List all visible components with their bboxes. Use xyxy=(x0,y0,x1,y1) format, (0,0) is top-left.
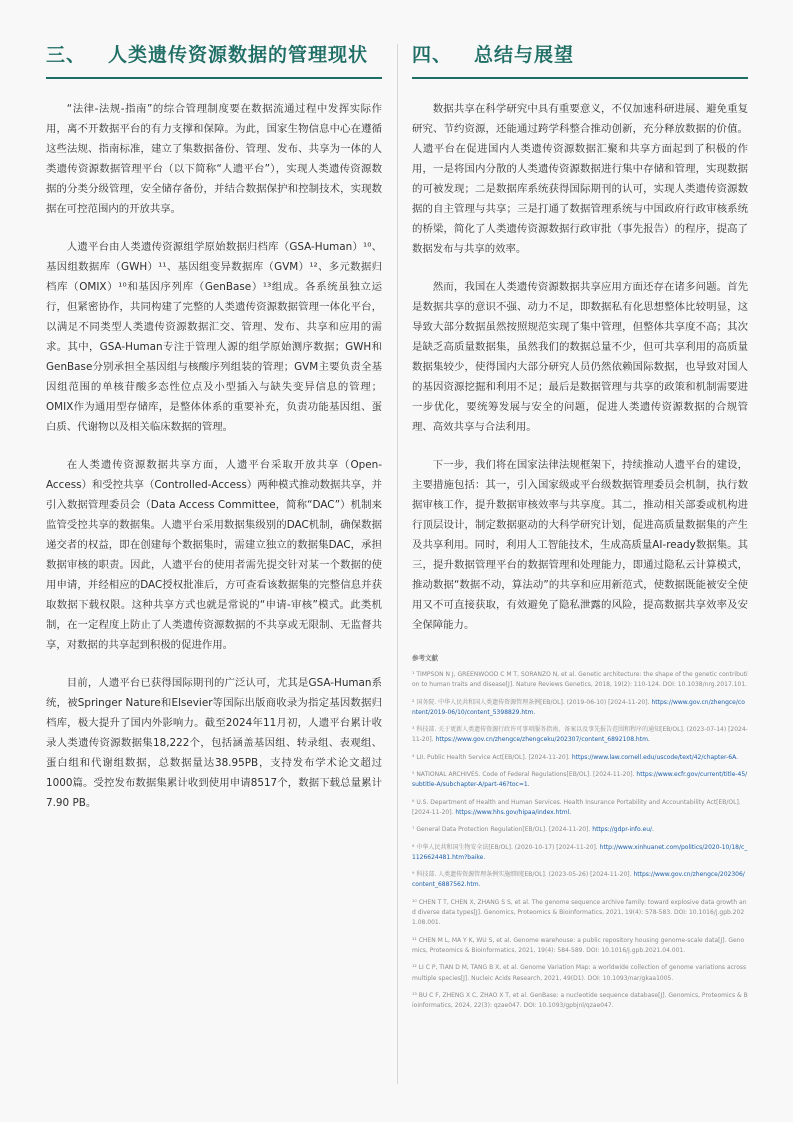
reference-link[interactable]: https://www.ecfr.gov/current/title-45/subtitle-A/subchapter-A/part-46?toc=1. xyxy=(412,771,748,789)
reference-item: ¹¹ CHEN M L, MA Y K, WU S, et al. Genome warehouse: a public repository housing genome-scale data[J]. Genomics, Proteomics & Bioinformatics, 2021, 19(4): 584-589. DOI: 10.1016/j.gpb.2021.04.001. xyxy=(412,936,745,954)
reference-item: ¹⁰ CHEN T T, CHEN X, ZHANG S S, et al. The genome sequence archive family: toward explosive data growth and diverse data types[J]. Genomics, Proteomics & Bioinformatics, 2021, 19(4): 578-583. DOI: 10.1016/j.gpb.2021.08.001. xyxy=(412,898,747,927)
reference-item: ¹ TIMPSON N J, GREENWOOD C M T, SORANZO N, et al. Genetic architecture: the shape of the genetic contribution to human traits and disease[J]. Nature Reviews Genetics, 2018, 19(2): 110-124. DOI: 10.1038/nrg.2017.101. xyxy=(412,671,748,689)
left-column xyxy=(46,40,382,831)
reference-item: ⁸ 中华人民共和国生物安全法[EB/OL]. (2020-10-17) [2024-11-20]. http://www.xinhuanet.com/politics/2020-10/18/c_1126624481.htm?baike. xyxy=(412,843,748,861)
section-3-heading xyxy=(46,40,382,79)
reference-item: ⁵ NATIONAL ARCHIVES. Code of Federal Regulations[EB/OL]. [2024-11-20]. https://www.ecfr.gov/current/title-45/subtitle-A/subchapter-A/part-46?toc=1. xyxy=(412,771,748,789)
reference-link[interactable]: https://gdpr-info.eu/. xyxy=(592,826,654,834)
section-3-paragraph-2: 人遗平台由人类遗传资源组学原始数据归档库（GSA-Human）¹⁰、基因组数据库（GWH）¹¹、基因组变异数据库（GVM）¹²、多元数据归档库（OMIX）¹⁰和基因序列库（GenBase）¹³组成。各系统虽独立运行，但紧密协作，共同构建了完整的人类遗传资源数据管理一体化平台，以满足不同类型人类遗传资源数据汇交、管理、发布、共享和应用的需求。其中，GSA-Human专注于管理人源的组学原始测序数据；GWH和GenBase分别承担全基因组与核酸序列组装的管理；GVM主要负责全基因组范围的单核苷酸多态性位点及小型插入与缺失变异信息的管理；OMIX作为通用型存储库，是整体体系的重要补充，负责功能基因组、蛋白质、代谢物以及相关临床数据的管理。 xyxy=(46,241,382,433)
section-4-paragraph-3: 下一步，我们将在国家法律法规框架下，持续推动人遗平台的建设，主要措施包括：其一，引入国家级或平台级数据管理委员会机制，执行数据审核工作，提升数据审核效率与共享度。其二，推动相关部委或机构进行顶层设计，制定数据驱动的大科学研究计划，促进高质量数据集的产生及共享利用。同时，利用人工智能技术，生成高质量AI-ready数据集。其三，提升数据管理平台的数据管理和处理能力，即通过隐私云计算模式，推动数据“数据不动，算法动”的共享和应用新范式，使数据既能被安全使用又不可直接获取，有效避免了隐私泄露的风险，提高数据共享效率及安全保障能力。 xyxy=(412,459,748,631)
reference-link[interactable]: https://www.hhs.gov/hipaa/index.html. xyxy=(455,808,572,816)
section-3-paragraph-4: 目前，人遗平台已获得国际期刊的广泛认可，尤其是GSA-Human系统，被Springer Nature和Elsevier等国际出版商收录为指定基因数据归档库，极大提升了国内外影响力。截至2024年11月初，人遗平台累计收录人类遗传资源数据集18,222个，包括涵盖基因组、转录组、表观组、蛋白组和代谢组数据，总数据量达38.95PB，支持发布学术论文超过1000篇。受控发布数据集累计收到使用申请8517个，数据下载总量累计7.90 PB。 xyxy=(46,677,382,809)
references xyxy=(412,653,748,1011)
right-column xyxy=(412,40,748,1018)
reference-link[interactable]: https://www.gov.cn/zhengce/202306/content_6887562.htm. xyxy=(412,871,745,889)
section-3-paragraph-3: 在人类遗传资源数据共享方面，人遗平台采取开放共享（Open-Access）和受控共享（Controlled-Access）两种模式推动数据共享，并引入数据管理委员会（Data Access Committee，简称“DAC”）机制来监管受控共享的数据集。人遗平台采用数据集级别的DAC机制，确保数据递交者的权益，即在创建每个数据集时，需建立独立的数据集DAC，承担数据审核的职责。因此，人遗平台的使用者需先提交针对某一个数据的使用申请，并经相应的DAC授权批准后，方可查看该数据集的完整信息并获取数据下载权限。这种共享方式也就是常说的“申请-审核”模式。此类机制，在一定程度上防止了人类遗传资源数据的不共享或无限制、无监督共享，对数据的共享起到积极的促进作用。 xyxy=(46,459,382,651)
section-4-paragraph-2: 然而，我国在人类遗传资源数据共享应用方面还存在诸多问题。首先是数据共享的意识不强、动力不足，即数据私有化思想整体比较明显，这导致大部分数据虽然按照规范实现了集中管理，但整体共享度不高；其次是缺乏高质量数据集，虽然我们的数据总量不少，但可共享利用的高质量数据集较少，使得国内大部分研究人员仍然依赖国际数据，也导致对国人的基因资源挖掘和利用不足；最后是数据管理与共享的政策和机制需要进一步优化，要统筹发展与安全的问题，促进人类遗传资源数据的合规管理、高效共享与合法利用。 xyxy=(412,281,748,433)
section-4-heading xyxy=(412,40,748,79)
section-3-paragraph-1: “法律-法规-指南”的综合管理制度要在数据流通过程中发挥实际作用，离不开数据平台的有力支撑和保障。为此，国家生物信息中心在遵循这些法规、指南标准，建立了集数据备份、管理、发布、共享为一体的人类遗传资源数据管理平台（以下简称“人遗平台”），实现人类遗传资源数据的分类分级管理，安全储存备份，并结合数据保护和控制技术，实现数据在可控范围内的开放共享。 xyxy=(46,103,382,215)
section-3-number: 三、 xyxy=(46,44,87,66)
reference-link[interactable]: https://www.gov.cn/zhengce/zhengceku/202307/content_6892108.htm. xyxy=(435,736,650,744)
reference-item: ³ 科技部. 关于更新人类遗传资源行政许可事项服务指南、备案以及事先报告范围和程序的通知[EB/OL]. (2023-07-14) [2024-11-20]. https://www.gov.cn/zhengce/zhengceku/202307/content_6892108.htm. xyxy=(412,726,748,744)
reference-link[interactable]: https://www.gov.cn/zhengce/content/2019-06/10/content_5398829.htm. xyxy=(412,698,745,716)
references-title: 参考文献 xyxy=(412,654,438,662)
reference-item: ¹² LI C P, TIAN D M, TANG B X, et al. Genome Variation Map: a worldwide collection of genome variations across multiple species[J]. Nucleic Acids Research, 2021, 49(D1). DOI: 10.1093/nar/gkaa1005. xyxy=(412,964,747,982)
reference-item: ⁹ 科技部. 人类遗传资源管理条例实施细则[EB/OL]. (2023-05-26) [2024-11-20]. https://www.gov.cn/zhengce/202306/content_6887562.htm. xyxy=(412,871,745,889)
reference-item: ⁴ LII. Public Health Service Act[EB/OL]. [2024-11-20]. https://www.law.cornell.edu/uscode/text/42/chapter-6A. xyxy=(412,753,738,761)
section-4-paragraph-1: 数据共享在科学研究中具有重要意义，不仅加速科研进展、避免重复研究、节约资源，还能通过跨学科整合推动创新，充分释放数据的价值。人遗平台在促进国内人类遗传资源数据汇聚和共享方面起到了积极的作用，一是将国内分散的人类遗传资源数据进行集中存储和管理，实现数据的可被发现；二是数据库系统获得国际期刊的认可，实现人类遗传资源数据的自主管理与共享；三是打通了数据管理系统与中国政府行政审核系统的桥梁，简化了人类遗传资源数据行政审批（事先报告）的程序，提高了数据发布与共享的效率。 xyxy=(412,103,748,255)
section-4-title: 总结与展望 xyxy=(474,44,575,66)
section-3-title: 人类遗传资源数据的管理现状 xyxy=(108,44,369,66)
reference-item: ⁷ General Data Protection Regulation[EB/OL]. [2024-11-20]. https://gdpr-info.eu/. xyxy=(412,826,654,834)
section-4-number: 四、 xyxy=(412,44,453,66)
column-divider xyxy=(397,44,398,1084)
reference-item: ² 国务院. 中华人民共和国人类遗传资源管理条例[EB/OL]. (2019-06-10) [2024-11-20]. https://www.gov.cn/zhengce/content/2019-06/10/content_5398829.htm. xyxy=(412,698,745,716)
reference-link[interactable]: https://www.law.cornell.edu/uscode/text/42/chapter-6A. xyxy=(571,753,738,761)
reference-item: ⁶ U.S. Department of Health and Human Services. Health Insurance Portability and Accountability Act[EB/OL]. [2024-11-20]. https://www.hhs.gov/hipaa/index.html. xyxy=(412,798,741,816)
reference-item: ¹³ BU C F, ZHENG X C, ZHAO X T, et al. GenBase: a nucleotide sequence database[J]. Genomics, Proteomics & Bioinformatics, 2024, 22(3): qzae047. DOI: 10.1093/gpbjnl/qzae047. xyxy=(412,991,748,1010)
reference-link[interactable]: http://www.xinhuanet.com/politics/2020-10/18/c_1126624481.htm?baike. xyxy=(412,843,748,861)
